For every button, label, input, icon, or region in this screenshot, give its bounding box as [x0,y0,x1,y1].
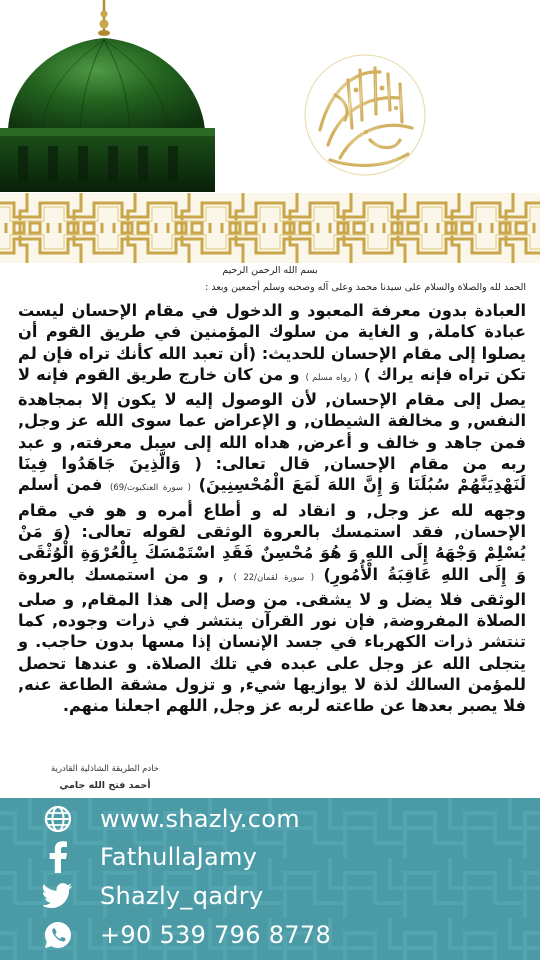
facebook-handle[interactable]: FathullaJamy [100,843,258,871]
ornamental-border [0,193,540,263]
twitter-handle[interactable]: Shazly_qadry [100,882,264,910]
header-banner [0,0,540,200]
author-signature [30,764,180,791]
body-text-3: فمن أسلم وجهه لله عز وجل, و انقاد له و أطاع أمره و هو في مقام الإحسان, فقد استمسك بالعروة الوثقى لقوله تعالى: (وَ مَنْ يُسْلِمْ وَجْهَهُ إِلَى اللهِ وَ هُوَ مُحْسِنٌ فَقَدِ اسْتَمْسَكَ بِالْعُرْوَةِ الْوُثْقَى وَ إِلَى اللهِ عَاقِبَةُ الْأُمُورِ) [18,475,527,584]
hadith-reference: ( رواه مسلم ) [305,372,358,383]
contact-facebook[interactable] [40,840,257,874]
website-link[interactable]: www.shazly.com [100,805,300,833]
quran-reference-luqman: ( سورة لقمان/22 ) [233,572,315,583]
whatsapp-icon [40,918,76,952]
signature-name: أحمد فتح الله جامي [59,780,151,791]
contact-website[interactable] [40,802,300,836]
body-paragraph [18,300,526,717]
article-body [18,300,526,717]
quran-reference-ankabut: ( سورة العنكبوت/69) [109,483,191,494]
phone-number[interactable]: +90 539 796 8778 [100,921,332,949]
intro-line: الحمد لله والصلاة والسلام على سيدنا محمد وعلى آله وصحبه وسلم أجمعين وبعد : [205,282,526,293]
basmala: بسم الله الرحمن الرحيم [222,265,318,276]
contact-twitter[interactable] [40,879,263,913]
body-text-2: و من كان خارج طريق القوم فإنه لا يصل إلى مقام الإحسان, لأن الوصول إليه لا يكون إلا بمجاهدة النفس, و مخالفة الشيطان, و الإعراض عما سوى الله عز وجل, فمن جاهد و خالف و أعرض, هداه الله إلى سبل معرفته, و عبد ربه من مقام الإحسان, قال تعالى: ( وَالَّذِينَ جَاهَدُوا فِينَا لَنَهْدِيَنَّهُمْ سُبُلَنَا وَ إِنَّ اللهَ لَمَعَ الْمُحْسِنِينَ) [18,364,526,495]
calligraphy-seal-logo [300,50,430,180]
body-text-1: العبادة بدون معرفة المعبود و الدخول في مقام الإحسان ليست عبادة كاملة, و الغاية من سلوك المؤمنين في طريق القوم أن يصلوا إلى مقام الإحسان للحديث: (أن تعبد الله كأنك تراه فإن لم تكن تراه فإنه يراك ) [18,301,526,384]
contact-footer [0,798,540,960]
green-dome-image [0,0,270,200]
body-text-4: , و من استمسك بالعروة الوثقى فلا يضل و لا يشقى. من وصل إلى هذا المقام, و صلى الصلاة المفروضة, فإن نور القرآن ينتشر في ذرات وجوده, كما تنتشر ذرات الكهرباء في جسد الإنسان إذا مسها بدون حاجب. و يتجلى الله عز وجل على عبده في تلك الصلاة. و عندها تحصل للمؤمن السالك لذة لا يوازيها شيء, و تزول مشقة الطاعة عنه, فلا يصبر بعدها عن طاعته لربه عز وجل, اللهم اجعلنا منهم. [18,564,526,716]
signature-title: خادم الطريقة الشاذلية القادرية [50,764,160,774]
twitter-icon [40,879,76,913]
facebook-icon [40,840,76,874]
contact-phone[interactable] [40,918,331,952]
globe-icon [40,802,76,836]
